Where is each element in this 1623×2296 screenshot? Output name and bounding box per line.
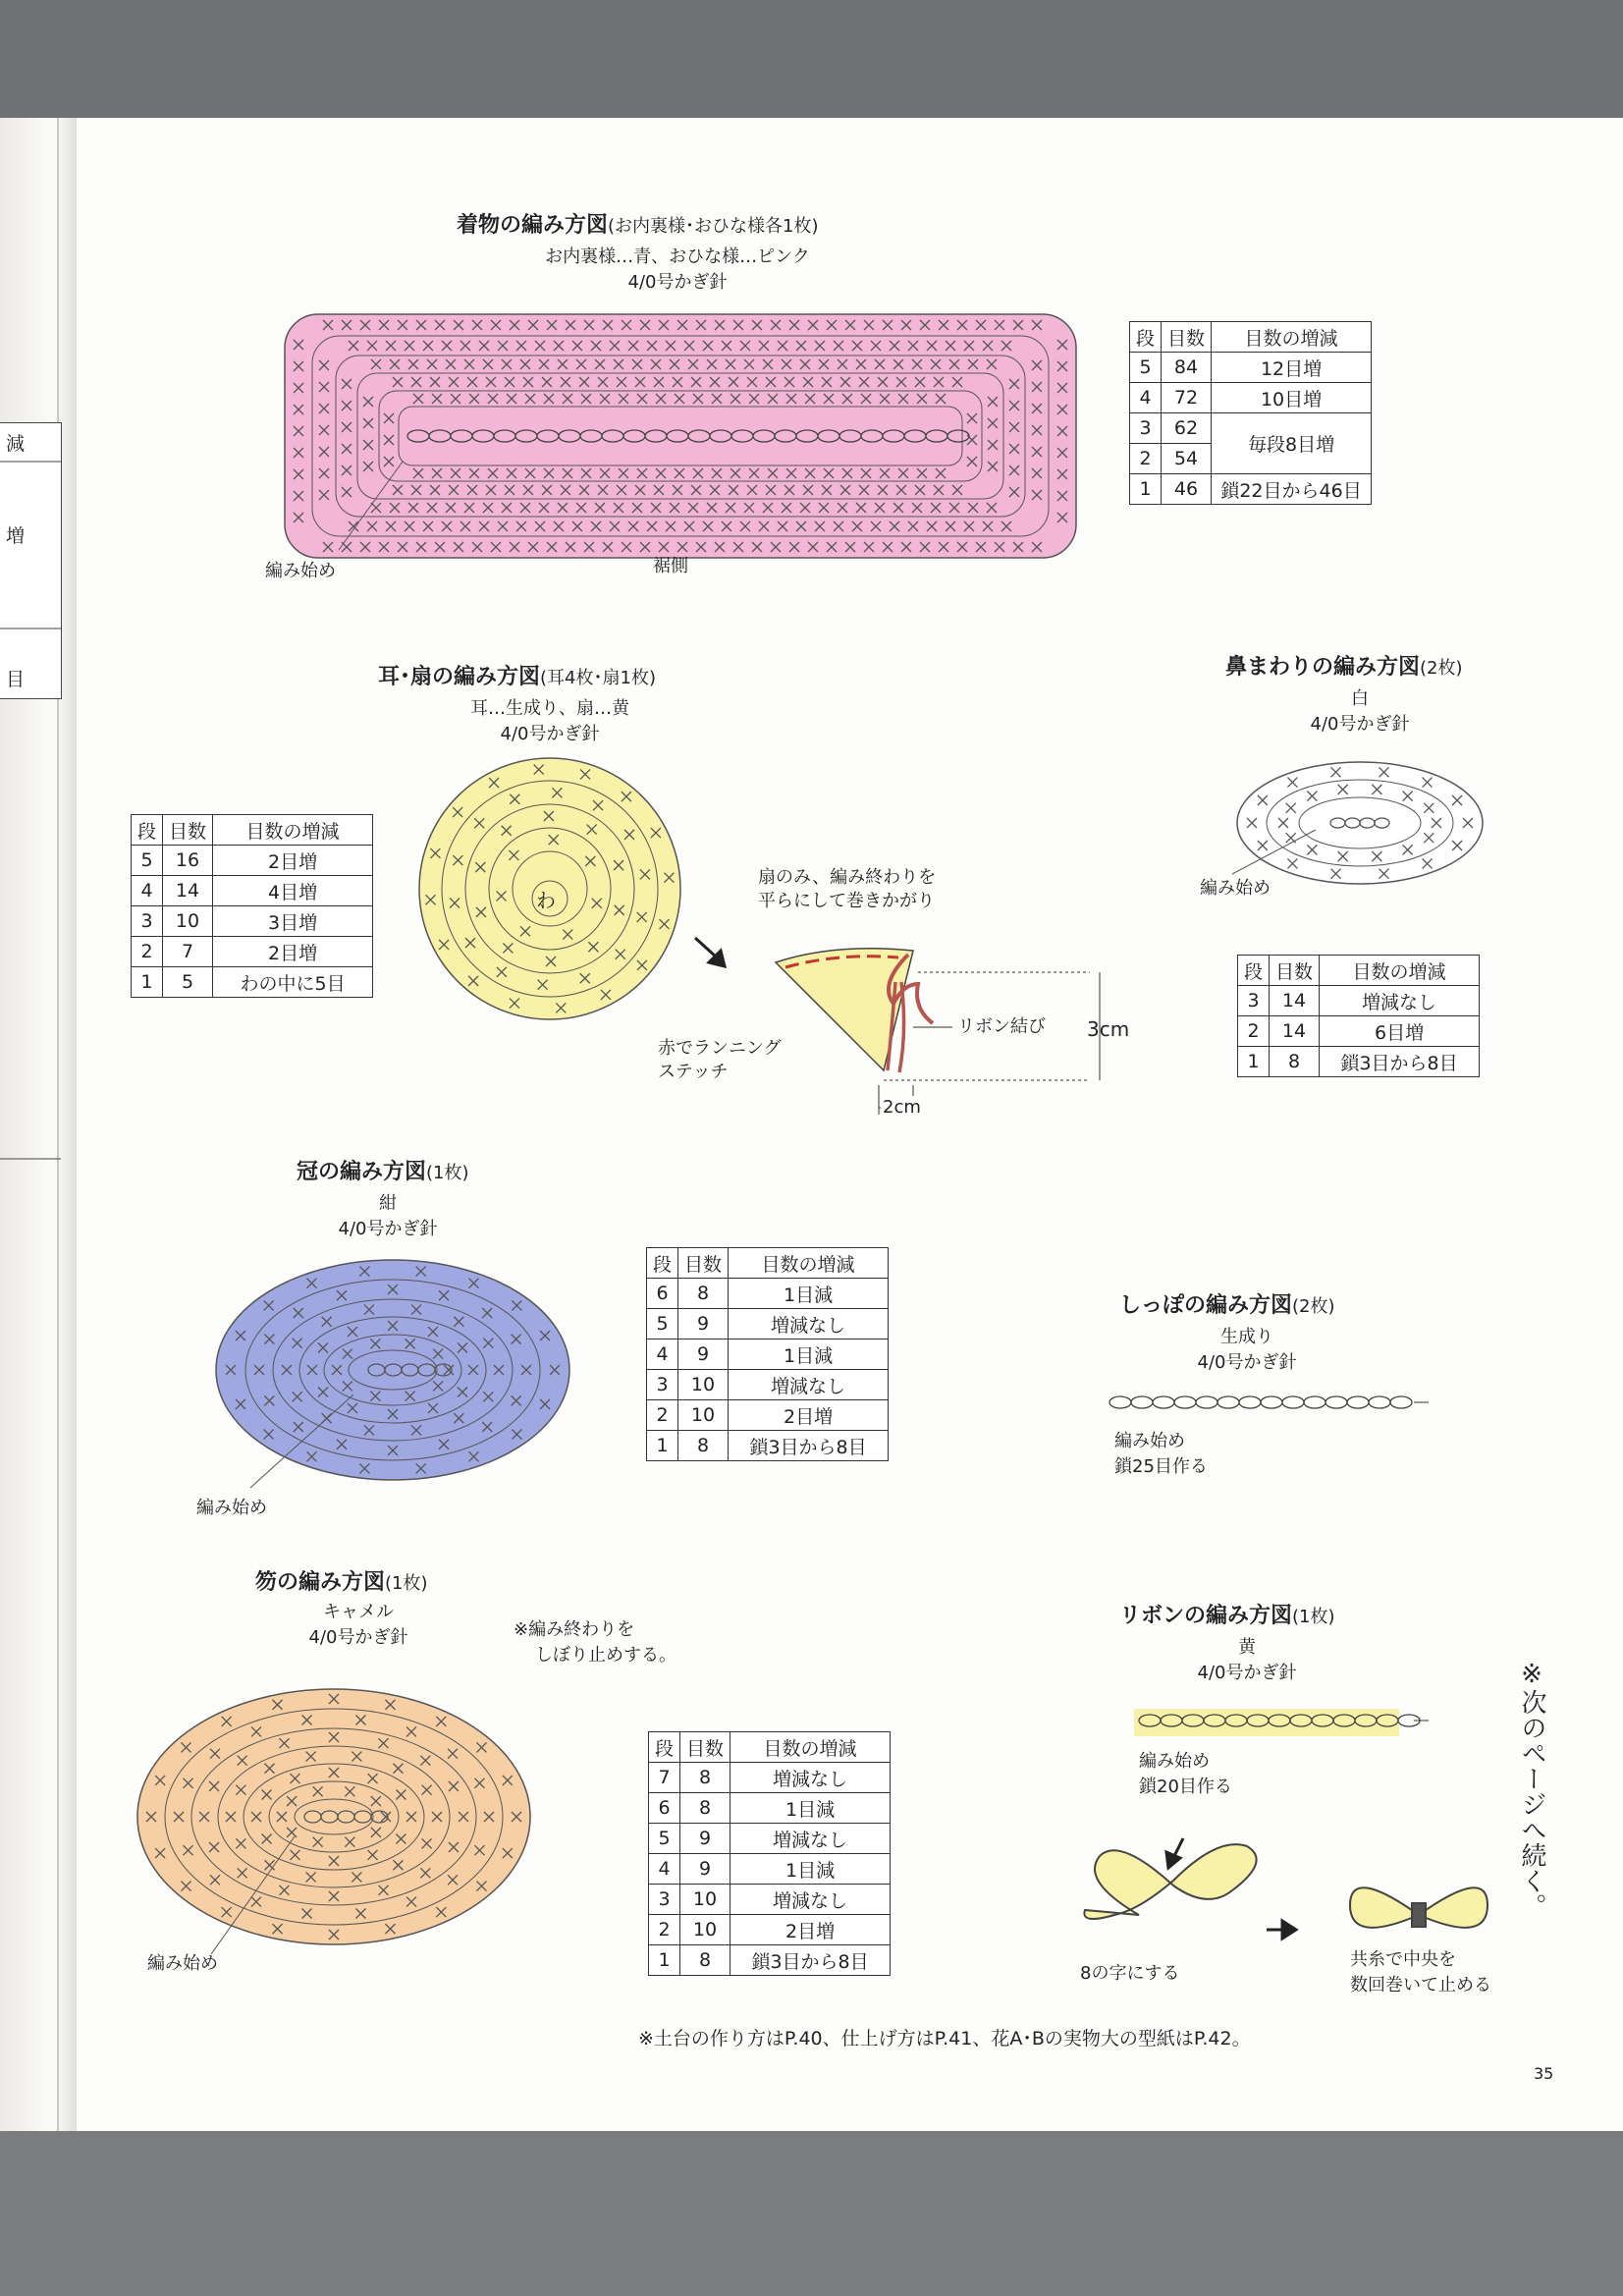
nose-hook: 4/0号かぎ針 [1310,714,1410,735]
table-cell: 72 [1162,383,1212,413]
kimono-hook: 4/0号かぎ針 [627,272,728,293]
table-cell: 8 [1270,1047,1320,1077]
table-header-row [132,815,373,846]
kimono-colors: お内裏様…青、おひな様…ピンク [545,246,810,267]
table-cell: 14 [163,876,213,906]
ribbon-chain-label: 鎖20目作る [1139,1777,1232,1797]
ribbon-step2-1: 共糸で中央を [1350,1949,1456,1970]
chain-stitch [1196,1396,1217,1408]
ribbon-step2-2: 数回巻いて止める [1350,1975,1491,1995]
kimono-hem-label: 裾側 [653,556,688,576]
tail-color: 生成り [1220,1327,1273,1347]
crown-hook: 4/0号かぎ針 [338,1219,438,1239]
ear-colors: 耳…生成り、扇…黄 [470,698,629,719]
tail-hook: 4/0号かぎ針 [1197,1352,1297,1373]
table-cell: 84 [1162,353,1212,383]
table-cell: 9 [680,1854,730,1885]
table-row [132,876,373,906]
table-cell: 1 [649,1945,680,1976]
fan-height-label: 3cm [1087,1017,1130,1041]
shaku-table [648,1731,891,1976]
chain-stitch [1239,1396,1261,1408]
table-cell: 14 [1270,1016,1320,1047]
table-header-cell: 目数の増減 [1212,322,1372,353]
table-row [647,1400,889,1431]
tail-chain-label: 鎖25目作る [1114,1456,1208,1477]
table-cell: 62 [1162,413,1212,444]
table-cell: 増減なし [730,1824,891,1854]
table-cell: 4 [132,876,163,906]
table-cell: 1 [132,967,163,998]
side-tab-text-2: 増 [6,525,26,547]
table-cell: 4目増 [213,876,373,906]
chain-stitch [1369,1396,1390,1408]
table-cell: 2目増 [730,1915,891,1945]
fan-stitch-1: 赤でランニング [658,1038,782,1059]
table-cell: 5 [132,846,163,876]
shaku-title: 笏の編み方図(1枚) [255,1570,428,1595]
table-header-cell: 目数 [680,1732,730,1763]
table-cell: 4 [647,1339,678,1370]
shaku-start-label: 編み始め [147,1953,218,1974]
table-cell: 2目増 [213,846,373,876]
shaku-note-2: しぼり止めする。 [535,1645,676,1666]
table-row [647,1339,889,1370]
nose-color: 白 [1351,688,1369,709]
table-cell: 5 [649,1824,680,1854]
crown-title: 冠の編み方図(1枚) [297,1160,469,1184]
fan-stitch-2: ステッチ [658,1062,729,1082]
nose-table [1237,955,1480,1077]
chain-stitch [1325,1396,1347,1408]
table-cell: 2 [132,937,163,967]
table-cell: 3 [647,1370,678,1400]
table-cell: 1 [1130,474,1162,505]
side-tab-text-1: 減 [6,433,26,455]
table-header-cell: 目数 [678,1248,729,1279]
table-header-cell: 段 [132,815,163,846]
ear-table [131,814,373,998]
kimono-title: 着物の編み方図(お内裏様･おひな様各1枚) [457,213,819,238]
chain-stitch [1304,1396,1325,1408]
table-header-row [649,1732,891,1763]
table-header-cell: 段 [1238,956,1270,986]
kimono-fill [285,314,1076,558]
footer-note: ※土台の作り方はP.40、仕上げ方はP.41、花A･Bの実物大の型紙はP.42。 [638,2028,1251,2050]
table-row [1130,353,1372,383]
fan-illustration [776,949,1100,1115]
table-row [647,1370,889,1400]
ear-center-label: わ [536,889,556,912]
table-cell: 10 [678,1370,729,1400]
table-cell: 54 [1162,444,1212,474]
chain-stitch [1109,1396,1131,1408]
page-number: 35 [1534,2064,1554,2083]
table-cell: 1目減 [729,1339,889,1370]
table-header-cell: 段 [647,1248,678,1279]
table-cell: 8 [678,1431,729,1461]
table-header-cell: 目数 [163,815,213,846]
side-tab-lines [0,462,61,1159]
ribbon-chain [1084,1709,1488,1939]
table-cell: 1目減 [730,1793,891,1824]
table-row [649,1793,891,1824]
table-cell: 6目増 [1320,1016,1480,1047]
table-cell: 鎖3目から8目 [729,1431,889,1461]
shaku-color: キャメル [323,1602,394,1622]
shaku-note-1: ※編み終わりを [514,1619,635,1640]
table-row [649,1885,891,1915]
table-row [132,846,373,876]
table-header-row [1238,956,1480,986]
table-header-cell: 目数の増減 [729,1248,889,1279]
kimono-start-label: 編み始め [265,561,336,581]
table-row [649,1763,891,1793]
table-cell: 5 [647,1309,678,1339]
nose-title: 鼻まわりの編み方図(2枚) [1225,655,1463,680]
table-row [132,967,373,998]
table-cell: 1目減 [729,1279,889,1309]
table-cell: 7 [649,1763,680,1793]
table-cell: 5 [1130,353,1162,383]
table-cell: 増減なし [729,1309,889,1339]
table-row [132,906,373,937]
kimono-chart [285,314,1076,558]
crown-start-label: 編み始め [196,1498,267,1518]
crown-chart [216,1260,569,1488]
ribbon-step1: 8の字にする [1080,1963,1180,1984]
table-cell: 10 [680,1885,730,1915]
table-header-cell: 目数の増減 [1320,956,1480,986]
table-row [649,1915,891,1945]
table-cell: 16 [163,846,213,876]
table-cell: 増減なし [1320,986,1480,1016]
table-cell: 1目減 [730,1854,891,1885]
arrow-to-fan [695,938,725,966]
table-header-cell: 目数の増減 [213,815,373,846]
tail-title: しっぽの編み方図(2枚) [1119,1293,1335,1318]
fan-ribbon-label: リボン結び [957,1016,1046,1037]
chain-stitch [1131,1396,1153,1408]
nose-chart [1232,762,1483,884]
table-header-cell: 目数 [1162,322,1212,353]
crown-table [646,1247,889,1461]
table-cell: 9 [678,1309,729,1339]
table-cell: わの中に5目 [213,967,373,998]
fan-note-2: 平らにして巻きかがり [758,891,935,911]
table-row [132,937,373,967]
crown-color: 紺 [379,1193,397,1214]
continue-note: ※次のページへ続く。 [1517,1660,1546,1919]
table-cell: 3 [132,906,163,937]
table-row [647,1309,889,1339]
table-cell: 1 [1238,1047,1270,1077]
table-cell: 毎段8目増 [1212,413,1372,474]
bow [1350,1887,1488,1928]
tail-chain [1109,1396,1429,1408]
table-cell: 8 [680,1763,730,1793]
ribbon-hook: 4/0号かぎ針 [1197,1663,1297,1683]
chain-stitch [1261,1396,1282,1408]
table-cell: 鎖3目から8目 [1320,1047,1480,1077]
table-cell: 8 [680,1793,730,1824]
table-cell: 2 [1130,444,1162,474]
table-row [649,1824,891,1854]
table-cell: 2 [649,1915,680,1945]
ear-title: 耳･扇の編み方図(耳4枚･扇1枚) [378,665,656,689]
table-cell: 14 [1270,986,1320,1016]
table-header-cell: 目数 [1270,956,1320,986]
table-header-cell: 段 [649,1732,680,1763]
table-row [649,1945,891,1976]
table-row [1130,474,1372,505]
table-cell: 10 [678,1400,729,1431]
table-row [1130,413,1372,444]
crown-fill [216,1260,569,1480]
table-cell: 増減なし [730,1885,891,1915]
chain-stitch [1282,1396,1304,1408]
table-row [647,1279,889,1309]
table-row [649,1854,891,1885]
table-header-cell: 目数の増減 [730,1732,891,1763]
table-header-cell: 段 [1130,322,1162,353]
chain-stitch [1217,1396,1239,1408]
table-cell: 増減なし [730,1763,891,1793]
nose-start-label: 編み始め [1200,878,1271,899]
table-row [1130,383,1372,413]
table-row [1238,986,1480,1016]
table-cell: 増減なし [729,1370,889,1400]
table-cell: 3 [1238,986,1270,1016]
chain-stitch [1153,1396,1174,1408]
table-cell: 4 [649,1854,680,1885]
chain-stitch [1174,1396,1196,1408]
table-cell: 2 [1238,1016,1270,1047]
table-cell: 鎖3目から8目 [730,1945,891,1976]
table-row [1238,1016,1480,1047]
side-tab-text-3: 目 [6,669,26,690]
table-cell: 9 [678,1339,729,1370]
table-cell: 3 [649,1885,680,1915]
table-cell: 8 [680,1945,730,1976]
table-cell: 3目増 [213,906,373,937]
tail-start-label: 編み始め [1114,1431,1185,1451]
table-cell: 8 [678,1279,729,1309]
table-cell: 2 [647,1400,678,1431]
shaku-chart [137,1689,530,1954]
ear-hook: 4/0号かぎ針 [500,724,600,744]
table-cell: 10 [680,1915,730,1945]
table-cell: 9 [680,1824,730,1854]
table-cell: 46 [1162,474,1212,505]
ribbon-start-label: 編み始め [1139,1751,1210,1772]
table-cell: 5 [163,967,213,998]
table-header-row [647,1248,889,1279]
table-cell: 10目増 [1212,383,1372,413]
table-cell: 2目増 [729,1400,889,1431]
table-header-row [1130,322,1372,353]
table-row [647,1431,889,1461]
table-cell: 6 [649,1793,680,1824]
table-cell: 鎖22目から46目 [1212,474,1372,505]
table-cell: 3 [1130,413,1162,444]
kimono-table [1129,321,1372,505]
table-cell: 6 [647,1279,678,1309]
table-row [1238,1047,1480,1077]
table-cell: 2目増 [213,937,373,967]
ribbon-title: リボンの編み方図(1枚) [1119,1604,1335,1628]
table-cell: 12目増 [1212,353,1372,383]
fan-width-label: 2cm [883,1097,921,1118]
table-cell: 10 [163,906,213,937]
ribbon-color: 黄 [1238,1637,1256,1658]
table-cell: 7 [163,937,213,967]
shaku-fill [137,1689,530,1944]
table-cell: 1 [647,1431,678,1461]
chain-stitch [1347,1396,1369,1408]
shaku-hook: 4/0号かぎ針 [308,1627,408,1648]
chain-stitch [1390,1396,1412,1408]
fan-note-1: 扇のみ、編み終わりを [758,867,937,888]
table-cell: 4 [1130,383,1162,413]
